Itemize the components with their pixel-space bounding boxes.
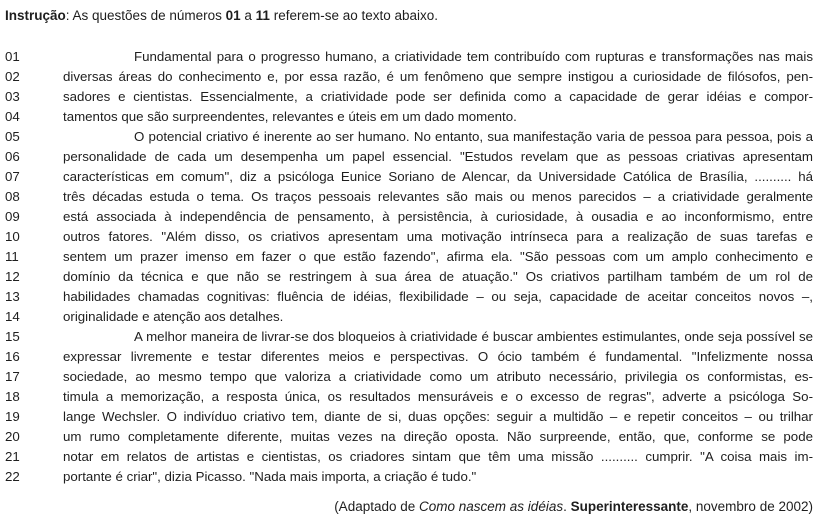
line-text: sadores e cientistas. Essencialmente, a criatividade pode ser definida como a capacidade de gerar idéias e compor-	[63, 89, 813, 104]
line-number: 22	[5, 469, 20, 484]
text-line	[0, 407, 826, 427]
question-end-number: 11	[255, 8, 270, 23]
line-number: 05	[5, 129, 20, 144]
line-number: 14	[5, 309, 20, 324]
line-number: 18	[5, 389, 20, 404]
text-line	[0, 447, 826, 467]
line-number: 09	[5, 209, 20, 224]
text-line	[0, 87, 826, 107]
line-text: timula a memorização, a resposta única, os resultados mensuráveis e o excesso de regras", adverte a psicóloga So-	[63, 389, 813, 404]
line-number: 15	[5, 329, 20, 344]
text-line	[0, 327, 826, 347]
question-start-number: 01	[225, 8, 241, 23]
line-number: 20	[5, 429, 20, 444]
text-line	[0, 167, 826, 187]
text-line	[0, 467, 826, 487]
text-line	[0, 247, 826, 267]
instruction-label: Instrução	[5, 8, 66, 23]
line-text: um rumo completamente diferente, muitas vezes na direção oposta. Não surpreende, então, que, conforme se pode	[63, 429, 813, 444]
citation-separator: .	[563, 499, 571, 514]
magazine-name: Superinteressante	[570, 499, 689, 514]
line-number: 19	[5, 409, 20, 424]
numbered-text-block	[0, 47, 826, 487]
line-text: sociedade, ao mesmo tempo que valoriza a criatividade como um atributo necessário, privilegia os conformistas, es-	[63, 369, 813, 384]
line-text: habilidades chamadas cognitivas: fluência de idéias, flexibilidade – ou seja, capacidade de aceitar conceitos novos –,	[63, 289, 813, 304]
instruction-text: referem-se ao texto abaixo.	[269, 8, 439, 23]
line-text: outros fatores. "Além disso, os criativos apresentam uma motivação intrínseca para a realização de suas tarefas e	[63, 229, 813, 244]
text-line	[0, 107, 826, 127]
text-line	[0, 147, 826, 167]
instruction-text: a	[240, 8, 256, 23]
article-title: Como nascem as idéias	[419, 499, 564, 514]
text-line	[0, 227, 826, 247]
instruction-line	[5, 8, 813, 23]
line-text: três décadas estuda o tema. Os traços pessoais relevantes são mais ou menos parecidos – a criatividade geralmente	[63, 189, 813, 204]
line-number: 17	[5, 369, 20, 384]
line-text: está associada à independência de pensamento, à persistência, à curiosidade, à ousadia e ao inconformismo, entre	[63, 209, 813, 224]
text-line	[0, 347, 826, 367]
text-line	[0, 427, 826, 447]
line-number: 07	[5, 169, 20, 184]
line-text: características em comum", diz a psicóloga Eunice Soriano de Alencar, da Universidade Católica de Brasília, .......... há	[63, 169, 813, 184]
line-text: originalidade e atenção aos detalhes.	[63, 309, 284, 324]
line-number: 04	[5, 109, 20, 124]
line-number: 12	[5, 269, 20, 284]
line-text: personalidade de cada um desempenha um papel essencial. "Estudos revelam que as pessoas criativas apresentam	[63, 149, 813, 164]
text-line	[0, 47, 826, 67]
text-line	[0, 267, 826, 287]
line-text: notar em relatos de artistas e cientistas, os criadores sintam que têm uma missão .......... cumprir. "A coisa mais im-	[63, 449, 813, 464]
source-citation	[0, 499, 826, 515]
line-text: O potencial criativo é inerente ao ser humano. No entanto, sua manifestação varia de pessoa para pessoa, pois a	[134, 129, 813, 144]
line-number: 10	[5, 229, 20, 244]
text-line	[0, 67, 826, 87]
instruction-text: : As questões de números	[65, 8, 226, 23]
line-text: lange Wechsler. O indivíduo criativo tem, diante de si, duas opções: seguir a multidão – e repetir conceitos – ou trilhar	[63, 409, 813, 424]
line-text: domínio da técnica e que não se restringem à sua área de atuação." Os criativos partilham também de um rol de	[63, 269, 813, 284]
line-number: 01	[5, 49, 20, 64]
line-number: 21	[5, 449, 20, 464]
line-number: 11	[5, 249, 19, 264]
line-number: 03	[5, 89, 20, 104]
text-line	[0, 287, 826, 307]
text-line	[0, 367, 826, 387]
text-line	[0, 387, 826, 407]
line-number: 13	[5, 289, 20, 304]
line-text: Fundamental para o progresso humano, a criatividade tem contribuído com rupturas e transformações nas mais	[134, 49, 813, 64]
text-line	[0, 127, 826, 147]
line-text: tamentos que são surpreendentes, relevantes e úteis em um dado momento.	[63, 109, 517, 124]
line-number: 06	[5, 149, 20, 164]
text-line	[0, 207, 826, 227]
line-text: diversas áreas do conhecimento e, por essa razão, é um fenômeno que sempre instigou a curiosidade de filósofos, pen-	[63, 69, 813, 84]
line-text: A melhor maneira de livrar-se dos bloqueios à criatividade é buscar ambientes estimulantes, onde seja possível se	[134, 329, 813, 344]
line-number: 02	[5, 69, 20, 84]
line-number: 16	[5, 349, 20, 364]
line-text: expressar livremente e testar diferentes meios e perspectivas. O ócio também é fundamental. "Infelizmente nossa	[63, 349, 813, 364]
citation-suffix: , novembro de 2002)	[688, 499, 813, 514]
text-line	[0, 187, 826, 207]
citation-prefix: (Adaptado de	[334, 499, 420, 514]
line-text: sentem um prazer imenso em fazer o que estão fazendo", afirma ela. "São pessoas com um amplo conhecimento e	[63, 249, 813, 264]
text-line	[0, 307, 826, 327]
line-number: 08	[5, 189, 20, 204]
line-text: portante é criar", dizia Picasso. "Nada mais importa, a criação é tudo."	[63, 469, 477, 484]
